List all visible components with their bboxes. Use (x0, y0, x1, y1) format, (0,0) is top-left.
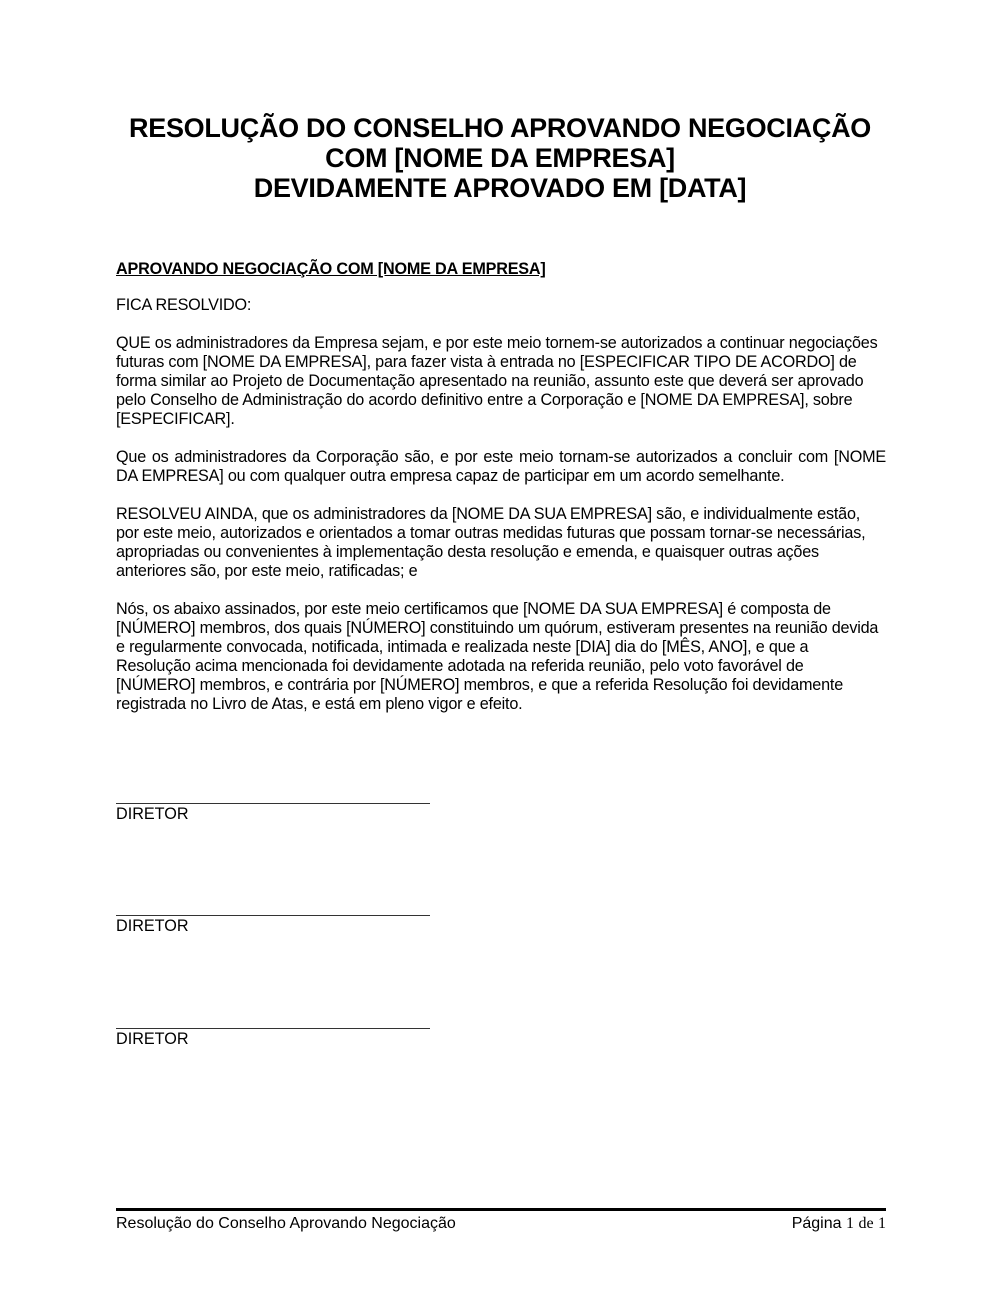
signature-label: DIRETOR (116, 805, 189, 823)
paragraph-resolution-1: QUE os administradores da Empresa sejam, e por este meio tornem-se autorizados a continuar negociações futuras com [NOME DA EMPRESA], para fazer vista à entrada no [ESPECIFICAR TIPO DE ACORDO] de forma similar ao Projeto de Documentação apresentado na reunião, assunto este que deverá ser aprovado pelo Conselho de Administração do acordo definitivo entre a Corporação e [NOME DA EMPRESA], sobre [ESPECIFICAR]. (116, 334, 878, 428)
document-title (100, 113, 900, 203)
page-current: 1 (845, 1215, 854, 1232)
signature-label: DIRETOR (116, 1030, 189, 1048)
signature-label: DIRETOR (116, 917, 189, 935)
signature-line (116, 803, 430, 804)
title-line-3: DEVIDAMENTE APROVADO EM [DATA] (253, 173, 747, 203)
page-number (792, 1214, 886, 1233)
paragraph-certification: Nós, os abaixo assinados, por este meio certificamos que [NOME DA SUA EMPRESA] é composta de [NÚMERO] membros, dos quais [NÚMERO] constituindo um quórum, estiveram presentes na reunião devida e regularmente convocada, notificada, intimada e realizada neste [DIA] dia do [MÊS, ANO], e que a Resolução acima mencionada foi devidamente adotada na referida reunião, pelo voto favorável de [NÚMERO] membros, e contrária por [NÚMERO] membros, e que a referida Resolução foi devidamente registrada no Livro de Atas, e está em pleno vigor e efeito. (116, 600, 879, 713)
signature-block-2 (116, 915, 430, 936)
signature-line (116, 915, 430, 916)
signature-block-3 (116, 1028, 430, 1049)
section-heading: APROVANDO NEGOCIAÇÃO COM [NOME DA EMPRESA] (116, 260, 546, 278)
signature-block-1 (116, 803, 430, 824)
footer-divider (116, 1208, 886, 1211)
paragraph-resolveu-ainda: RESOLVEU AINDA, que os administradores da [NOME DA SUA EMPRESA] são, e individualmente estão, por este meio, autorizados e orientados a tomar outras medidas futuras que possam tornar-se necessárias, apropriadas ou convenientes à implementação desta resolução e emenda, e quaisquer outras ações anteriores são, por este meio, ratificadas; e (116, 505, 866, 580)
page-of: de (858, 1215, 874, 1232)
page-label: Página (791, 1215, 842, 1232)
page-footer (116, 1214, 886, 1233)
paragraph-resolution-2: Que os administradores da Corporação são, e por este meio tornam-se autorizados a concluir com [NOME DA EMPRESA] ou com qualquer outra empresa capaz de participar em um acordo semelhante. (116, 448, 886, 485)
footer-document-title: Resolução do Conselho Aprovando Negociação (116, 1215, 456, 1232)
paragraph-fica-resolvido: FICA RESOLVIDO: (116, 296, 252, 314)
title-line-1: RESOLUÇÃO DO CONSELHO APROVANDO NEGOCIAÇÃO (129, 113, 871, 143)
signature-line (116, 1028, 430, 1029)
page-total: 1 (878, 1215, 886, 1232)
title-line-2: COM [NOME DA EMPRESA] (325, 143, 675, 173)
document-body (116, 260, 886, 733)
